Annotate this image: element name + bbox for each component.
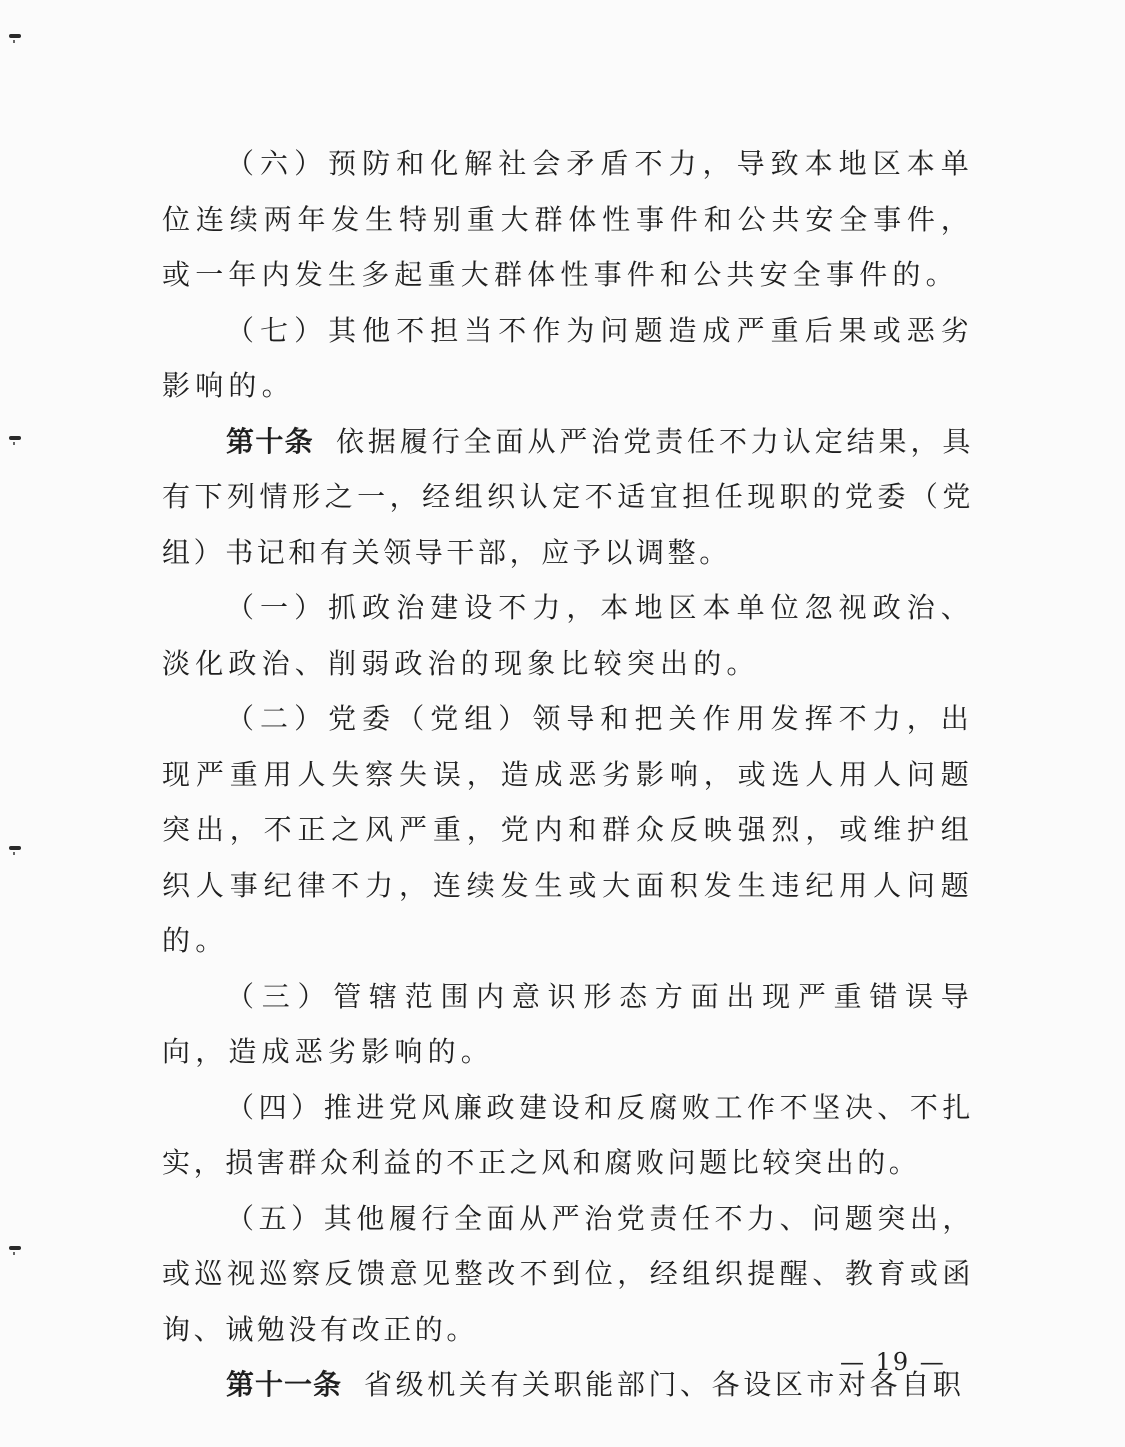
paragraph-a10-item-5: （五）其他履行全面从严治党责任不力、问题突出，或巡视巡察反馈意见整改不到位，经组织提醒、教育或函询、诫勉没有改正的。 (162, 1201, 974, 1346)
page-number: — 19 — (840, 1348, 946, 1376)
paragraph-a10-item-2: （二）党委（党组）领导和把关作用发挥不力，出现严重用人失察失误，造成恶劣影响，或选人用人问题突出，不正之风严重，党内和群众反映强烈，或维护组织人事纪律不力，连续发生或大面积发生违纪用人问题的。 (162, 702, 974, 957)
article-10-label: 第十条 (226, 424, 314, 458)
article-11-text: 省级机关有关职能部门、各设区市对各自职 (364, 1368, 965, 1401)
binding-mark (9, 34, 21, 38)
document-body (162, 136, 974, 1413)
article-10-text: 依据履行全面从严治党责任不力认定结果，具有下列情形之一，经组织认定不适宜担任现职的党委（党组）书记和有关领导干部，应予以调整。 (162, 424, 974, 569)
paragraph-a10-item-3: （三）管辖范围内意识形态方面出现严重错误导向，造成恶劣影响的。 (162, 979, 974, 1068)
paragraph-a10-item-4: （四）推进党风廉政建设和反腐败工作不坚决、不扎实，损害群众利益的不正之风和腐败问题比较突出的。 (162, 1090, 974, 1179)
article-11-label: 第十一条 (226, 1368, 343, 1401)
paragraph-a10-item-1: （一）抓政治建设不力，本地区本单位忽视政治、淡化政治、削弱政治的现象比较突出的。 (162, 591, 974, 680)
paragraph-item-7: （七）其他不担当不作为问题造成严重后果或恶劣影响的。 (162, 313, 974, 402)
paragraph-article-10 (162, 414, 974, 581)
binding-mark (9, 1246, 21, 1250)
binding-mark (9, 846, 21, 850)
binding-mark (9, 436, 21, 440)
paragraph-item-6: （六）预防和化解社会矛盾不力，导致本地区本单位连续两年发生特别重大群体性事件和公共安全事件，或一年内发生多起重大群体性事件和公共安全事件的。 (162, 147, 974, 291)
